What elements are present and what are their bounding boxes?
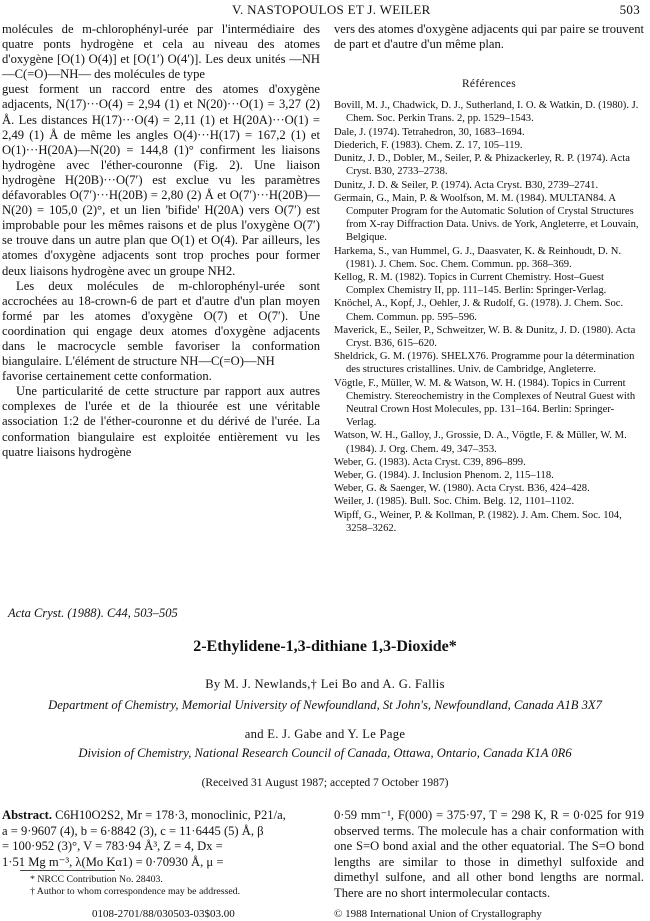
- running-header-authors: V. NASTOPOULOS ET J. WEILER: [232, 2, 431, 17]
- article-title: 2-Ethylidene-1,3-dithiane 1,3-Dioxide*: [193, 638, 457, 655]
- abstract-right-column: [334, 808, 644, 902]
- left-paragraph-2: guest forment un raccord entre des atomes d'oxygène adjacents, N(17)···O(4) = 2,94 (1) et N(20)···O(1) = 3,27 (2) Å. Les distances H(17)···O(4) = 2,11 (1) et H(20A)···O(1) = 2,49 (1) Å de même les angles O(4)···H(17) = 167,2 (1) et O(1)···H(20A)—N(20) = 144,8 (1)° confirment les liaisons hydrogène avec l'éther-couronne (Fig. 2). Une liaison hydrogène H(20B)···O(7′) est exclue vu les paramètres défavorables O(7′)···H(20B) = 2,80 (2) Å et O(7′)···H(20B)—N(20) = 105,0 (2)°, et un lien 'bifide' H(20A) vers O(7′) est improbable pour les mêmes raisons et de plus l'oxygène O(7′) se trouve dans un autre plan que O(1) et O(4). Par ailleurs, les atomes d'oxygène adjacents sont trop proches pour former deux liaisons hydrogène avec un groupe NH2.: [2, 82, 320, 278]
- footnotes: [30, 874, 240, 898]
- footnote-nrcc: * NRCC Contribution No. 28403.: [30, 874, 163, 885]
- abstract-line-1: C6H10O2S2, Mr = 178·3, monoclinic, P21/a,: [55, 808, 286, 822]
- abstract-continuation: 0·59 mm⁻¹, F(000) = 375·97, T = 298 K, R = 0·025 for 919 observed terms. The molecule has a chair conformation with one S=O bond axial and the other equatorial. The S=O bond lengths are similar to those in dimethyl sulfoxide and dimethyl sulfone, and all other bond lengths are normal. There are no short intermolecular contacts.: [334, 808, 644, 900]
- abstract-label: Abstract.: [2, 808, 53, 822]
- right-continuation: vers des atomes d'oxygène adjacents qui par paire se trouvent de part et d'autre d'un même plan.: [334, 22, 644, 52]
- reference-item: Harkema, S., van Hummel, G. J., Daasvater, K. & Reinhoudt, D. N. (1981). J. Chem. Soc. Chem. Commun. pp. 368–369.: [334, 245, 622, 270]
- footnote-correspondence: † Author to whom correspondence may be addressed.: [30, 886, 241, 897]
- abstract-line-2: a = 9·9607 (4), b = 6·8842 (3), c = 11·6445 (5) Å, β: [2, 823, 264, 838]
- footnote-rule: [20, 870, 115, 871]
- left-paragraph-5: Une particularité de cette structure par rapport aux autres complexes de l'urée et de la thiourée est une véritable association 1:2 de l'éther-couronne et du dérivé de l'urée. La conformation biangulaire est exploitée entièrement vu les quatre liaisons hydrogène: [2, 384, 320, 459]
- reference-item: Dunitz, J. D. & Seiler, P. (1974). Acta Cryst. B30, 2739–2741.: [334, 179, 599, 191]
- reference-item: Bovill, M. J., Chadwick, D. J., Sutherland, I. O. & Watkin, D. (1980). J. Chem. Soc. Perkin Trans. 2, pp. 1529–1543.: [334, 100, 639, 125]
- abstract-left-column: [2, 808, 320, 870]
- reference-item: Wipff, G., Weiner, P. & Kollman, P. (1982). J. Am. Chem. Soc. 104, 3258–3262.: [334, 509, 622, 534]
- affiliation-1: Department of Chemistry, Memorial University of Newfoundland, St John's, Newfoundland, Canada A1B 3X7: [48, 698, 602, 712]
- reference-item: Sheldrick, G. M. (1976). SHELX76. Programme pour la détermination des structures cristallines. Univ. de Cambridge, Angleterre.: [334, 351, 635, 376]
- authors-line-2: and E. J. Gabe and Y. Le Page: [244, 727, 406, 741]
- left-paragraph-3: Les deux molécules de m-chlorophényl-urée sont accrochées au 18-crown-6 de part et d'autre d'un plan moyen formé par les atomes d'oxygène O(7) et O(7′). Une coordination qui engage deux atomes d'oxygène adjacents dans le macrocycle semble favoriser la conformation biangulaire. L'élément de structure NH—C(=O)—NH: [2, 278, 320, 369]
- reference-item: Dale, J. (1974). Tetrahedron, 30, 1683–1694.: [334, 126, 525, 138]
- reference-item: Vögtle, F., Müller, W. M. & Watson, W. H. (1984). Topics in Current Chemistry. Stereochemistry in the Complexes of Neutral Guest with Neutral Crown Host Molecules, pp. 131–164. Berlin: Springer-Verlag.: [334, 377, 636, 429]
- reference-item: Diederich, F. (1983). Chem. Z. 17, 105–119.: [334, 139, 523, 151]
- reference-item: Germain, G., Main, P. & Woolfson, M. M. (1984). MULTAN84. A Computer Program for the Automatic Solution of Crystal Structures from X-ray Diffraction Data. Univs. de York, Angleterre, et Louvain, Belgique.: [334, 192, 639, 244]
- left-paragraph-4: favorise certainement cette conformation.: [2, 369, 212, 384]
- reference-item: Weiler, J. (1985). Bull. Soc. Chim. Belg. 12, 1101–1102.: [334, 496, 575, 508]
- left-column: [2, 22, 320, 460]
- reference-item: Weber, G. (1983). Acta Cryst. C39, 896–899.: [334, 456, 526, 468]
- abstract-line-3: = 100·952 (3)°, V = 783·94 Å³, Z = 4, Dx =: [2, 839, 223, 854]
- running-header: [0, 2, 650, 18]
- reference-item: Knöchel, A., Kopf, J., Oehler, J. & Rudolf, G. (1978). J. Chem. Soc. Chem. Commun. pp. 595–596.: [334, 298, 624, 323]
- reference-list: [334, 99, 644, 535]
- journal-citation: Acta Cryst. (1988). C44, 503–505: [8, 606, 178, 620]
- abstract-line-4: 1·51 Mg m⁻³, λ(Mo Kα1) = 0·70930 Å, μ =: [2, 854, 224, 869]
- article-code: 0108-2701/88/030503-03$03.00: [92, 908, 235, 920]
- reference-item: Maverick, E., Seiler, P., Schweitzer, W. B. & Dunitz, J. D. (1980). Acta Cryst. B36, 615–620.: [334, 324, 636, 349]
- reference-item: Weber, G. & Saenger, W. (1980). Acta Cryst. B36, 424–428.: [334, 483, 590, 495]
- authors-line-1: By M. J. Newlands,† Lei Bo and A. G. Fallis: [205, 677, 445, 691]
- copyright-notice: © 1988 International Union of Crystallography: [334, 908, 542, 920]
- reference-item: Dunitz, J. D., Dobler, M., Seiler, P. & Phizackerley, R. P. (1974). Acta Cryst. B30, 2733–2738.: [334, 153, 630, 178]
- right-column: [334, 22, 644, 535]
- references-heading: Références: [461, 78, 517, 91]
- reference-item: Weber, G. (1984). J. Inclusion Phenom. 2, 115–118.: [334, 469, 554, 481]
- affiliation-2: Division of Chemistry, National Research Council of Canada, Ottawa, Ontario, Canada K1A 0R6: [78, 746, 572, 760]
- page-number: 503: [619, 2, 640, 17]
- left-paragraph-1: molécules de m-chlorophényl-urée par l'intermédiaire des quatre ponts hydrogène et cela au niveau des atomes d'oxygène [O(1) O(4)] et [O(1′) O(4′)]. Les deux unités —NH—C(=O)—NH— des molécules de type: [2, 22, 320, 82]
- reference-item: Watson, W. H., Galloy, J., Grossie, D. A., Vögtle, F. & Müller, W. M. (1984). J. Org. Chem. 49, 347–353.: [334, 430, 627, 455]
- reference-item: Kellog, R. M. (1982). Topics in Current Chemistry. Host–Guest Complex Chemistry II, pp. 111–145. Berlin: Springer-Verlag.: [334, 271, 607, 297]
- received-dates: (Received 31 August 1987; accepted 7 October 1987): [201, 777, 449, 789]
